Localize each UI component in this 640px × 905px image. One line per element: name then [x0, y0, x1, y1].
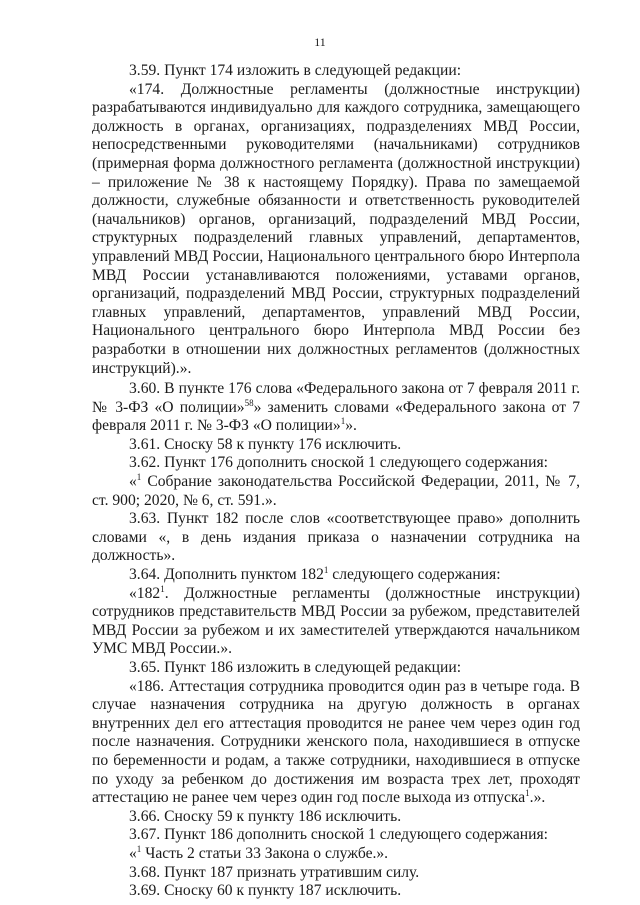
paragraph-3-66: 3.66. Сноску 59 к пункту 186 исключить.: [129, 807, 402, 825]
footnote-ref: 1: [340, 416, 346, 427]
footnote-ref: 1: [136, 843, 142, 854]
paragraph-3-59: 3.59. Пункт 174 изложить в следующей редакции:: [129, 62, 462, 79]
paragraph-footnote-1-b: «$^1$ Часть 2 статьи 33 Закона о службе.».: [129, 843, 389, 862]
paragraph-3-63: 3.63. Пункт 182 после слов «соответствующее право» дополнить словами «, в день издания приказа о назначении сотрудника на должность».: [92, 510, 580, 565]
page-number: 11: [314, 35, 326, 49]
footnote-ref: 1: [136, 472, 142, 483]
paragraph-footnote-1-a: «$^1$ Собрание законодательства Российской Федерации, 2011, № 7, ст. 900; 2020, № 6, ст. 591.».: [92, 472, 580, 509]
paragraph-182-1: «$182^1$. Должностные регламенты (должностные инструкции) сотрудников представительств МВД России за рубежом, представителей МВД России за рубежом и их заместителей утверждаются начальником УМС МВД России.».: [92, 583, 580, 658]
paragraph-3-68: 3.68. Пункт 187 признать утратившим силу.: [129, 863, 420, 881]
paragraph-3-64: 3.64. Дополнить пунктом $182^1$ следующего содержания:: [129, 565, 501, 584]
footnote-ref: 1: [160, 583, 165, 594]
footnote-ref: 58: [244, 397, 254, 408]
paragraph-3-61: 3.61. Сноску 58 к пункту 176 исключить.: [129, 435, 402, 453]
paragraph-174: «174. Должностные регламенты (должностные инструкции) разрабатываются индивидуально для каждого сотрудника, замещающего должность в органах, организациях, подразделениях МВД России, непосредственными руководителями (начальниками) сотрудников (примерная форма должностного регламента (должностной инструкции) – приложение № 38 к настоящему Порядку). Права по замещаемой должности, служебные обязанности и ответственность руководителей (начальников) органов, организаций, подразделений МВД России, структурных подразделений главных управлений, департаментов, управлений МВД России, Национального центрального бюро Интерпола МВД России устанавливаются положениями, уставами органов, организаций, подразделений МВД России, структурных подразделений главных управлений, департаментов, управлений МВД России, Национального центрального бюро Интерпола МВД России без разработки в отношении них должностных регламентов (должностных инструкций).».: [92, 80, 580, 377]
paragraph-3-62: 3.62. Пункт 176 дополнить сноской 1 следующего содержания:: [129, 454, 548, 472]
document-body: [92, 62, 580, 901]
paragraph-186: «186. Аттестация сотрудника проводится один раз в четыре года. В случае назначения сотрудника на другую должность в органах внутренних дел его аттестация проводится не ранее чем через один год после назначения. Сотрудники женского пола, находившиеся в отпуске по беременности и родам, а также сотрудники, находившиеся в отпуске по уходу за ребенком до достижения им возраста трех лет, проходят аттестацию не ранее чем через один год после выхода из отпуска$^1$.».: [92, 677, 580, 807]
paragraph-3-60: 3.60. В пункте 176 слова «Федерального закона от 7 февраля 2011 г. № 3-ФЗ «О полиции»$^{58}$» заменить словами «Федерального закона от 7 февраля 2011 г. № 3-ФЗ «О полиции»$^1$».: [92, 380, 580, 435]
paragraph-3-67: 3.67. Пункт 186 дополнить сноской 1 следующего содержания:: [129, 826, 548, 844]
paragraph-3-65: 3.65. Пункт 186 изложить в следующей редакции:: [129, 659, 462, 676]
footnote-ref: 1: [525, 788, 530, 799]
footnote-ref: 1: [323, 565, 329, 576]
paragraph-3-69: 3.69. Сноску 60 к пункту 187 исключить.: [129, 882, 402, 900]
